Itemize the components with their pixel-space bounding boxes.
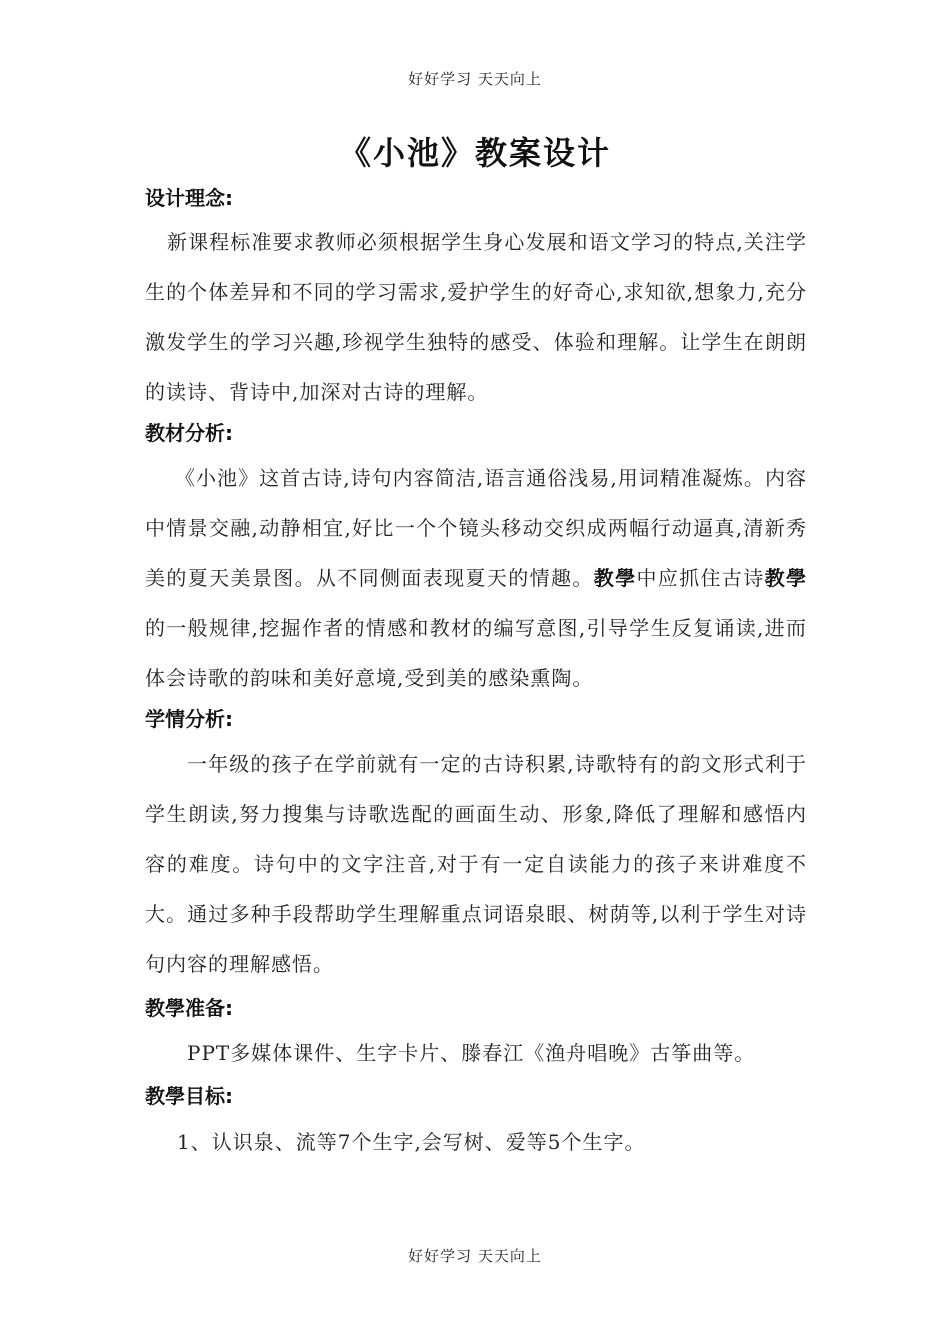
document-title: 《小池》教案设计 (338, 134, 611, 172)
page-header: 好好学习 天天向上 (408, 70, 542, 88)
teaching-term: 教學 (593, 566, 637, 590)
objectives-heading: 教學目标: (145, 1084, 233, 1108)
objective-item-1: 1、认识泉、流等7个生字,会写树、爱等5个生字。 (177, 1130, 646, 1154)
page-footer: 好好学习 天天向上 (408, 1247, 542, 1265)
teaching-term: 教學 (764, 566, 808, 590)
material-analysis-text (145, 453, 807, 703)
material-analysis-text-part2: 中应抓住古诗 (636, 566, 765, 590)
student-analysis-text: 一年级的孩子在学前就有一定的古诗积累,诗歌特有的韵文形式利于学生朗读,努力搜集与诗歌选配的画面生动、形象,降低了理解和感悟内容的难度。诗句中的文字注音,对于有一定自读能力的孩子来讲难度不大。通过多种手段帮助学生理解重点词语泉眼、树荫等,以利于学生对诗句内容的理解感悟。 (145, 752, 807, 976)
student-analysis-heading: 学情分析: (145, 707, 233, 731)
design-concept-heading: 设计理念: (145, 186, 233, 210)
material-analysis-text-part1: 《小池》这首古诗,诗句内容简洁,语言通俗浅易,用词精准凝炼。内容中情景交融,动静相宜,好比一个个镜头移动交织成两幅行动逼真,清新秀美的夏天美景图。从不同侧面表现夏天的情趣。 (145, 466, 807, 590)
preparation-text: PPT多媒体课件、生字卡片、滕春江《渔舟唱晚》古筝曲等。 (187, 1041, 756, 1065)
preparation-heading: 教學准备: (145, 996, 233, 1020)
design-concept-text: 新课程标准要求教师必须根据学生身心发展和语文学习的特点,关注学生的个体差异和不同的学习需求,爱护学生的好奇心,求知欲,想象力,充分激发学生的学习兴趣,珍视学生独特的感受、体验和理解。让学生在朗朗的读诗、背诗中,加深对古诗的理解。 (145, 230, 807, 404)
material-analysis-text-part3: 的一般规律,挖掘作者的情感和教材的编写意图,引导学生反复诵读,进而体会诗歌的韵味和美好意境,受到美的感染熏陶。 (145, 616, 807, 690)
document-body (145, 183, 807, 1167)
material-analysis-heading: 教材分析: (145, 421, 233, 445)
